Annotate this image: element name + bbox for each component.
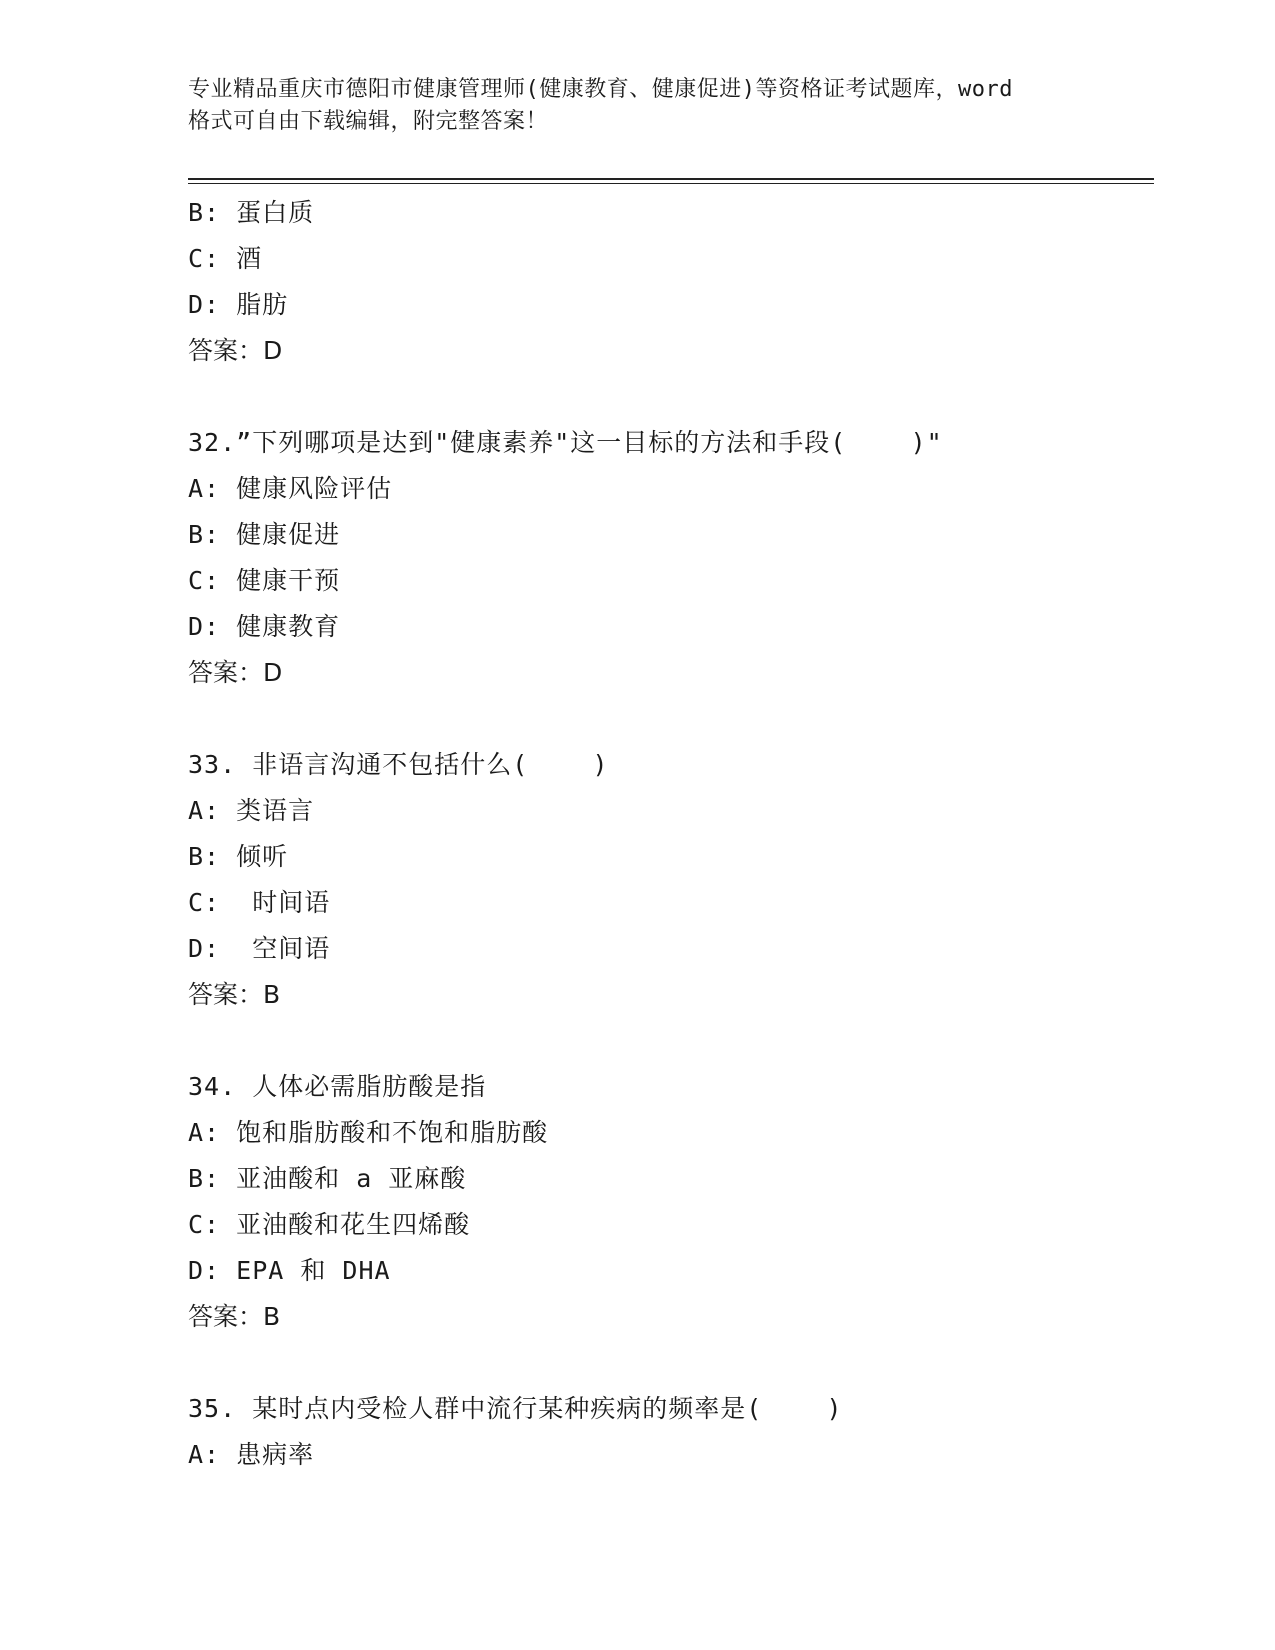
question-block-31 [188, 190, 1148, 374]
answer-line: 答案：D [188, 336, 283, 365]
option-b: B: 亚油酸和 a 亚麻酸 [188, 1164, 467, 1193]
question-block-34 [188, 1064, 1148, 1340]
option-a: A: 患病率 [188, 1440, 315, 1469]
header-divider-thin [188, 183, 1154, 184]
option-c: C: 时间语 [188, 888, 331, 917]
question-block-33 [188, 742, 1148, 1018]
answer-line: 答案：D [188, 658, 283, 687]
answer-line: 答案：B [188, 980, 281, 1009]
question-block-35 [188, 1386, 1148, 1478]
question-stem: 34. 人体必需脂肪酸是指 [188, 1072, 487, 1101]
document-header [188, 74, 1108, 138]
question-block-32 [188, 420, 1148, 696]
option-d: D: 健康教育 [188, 612, 341, 641]
option-d: D: 脂肪 [188, 290, 289, 319]
option-c: C: 酒 [188, 244, 263, 273]
option-c: C: 健康干预 [188, 566, 341, 595]
option-a: A: 健康风险评估 [188, 474, 393, 503]
question-stem: 32.”下列哪项是达到"健康素养"这一目标的方法和手段( )" [188, 428, 943, 457]
option-b: B: 蛋白质 [188, 198, 315, 227]
question-list [188, 190, 1148, 1478]
question-stem: 33. 非语言沟通不包括什么( ) [188, 750, 609, 779]
option-b: B: 倾听 [188, 842, 289, 871]
option-d: D: 空间语 [188, 934, 331, 963]
option-c: C: 亚油酸和花生四烯酸 [188, 1210, 471, 1239]
header-line-1: 专业精品重庆市德阳市健康管理师(健康教育、健康促进)等资格证考试题库，word [188, 77, 1013, 102]
option-b: B: 健康促进 [188, 520, 341, 549]
option-d: D: EPA 和 DHA [188, 1256, 391, 1285]
question-stem: 35. 某时点内受检人群中流行某种疾病的频率是( ) [188, 1394, 843, 1423]
option-a: A: 类语言 [188, 796, 315, 825]
header-line-2: 格式可自由下载编辑，附完整答案！ [188, 109, 549, 134]
answer-line: 答案：B [188, 1302, 281, 1331]
header-divider [188, 178, 1154, 180]
option-a: A: 饱和脂肪酸和不饱和脂肪酸 [188, 1118, 549, 1147]
